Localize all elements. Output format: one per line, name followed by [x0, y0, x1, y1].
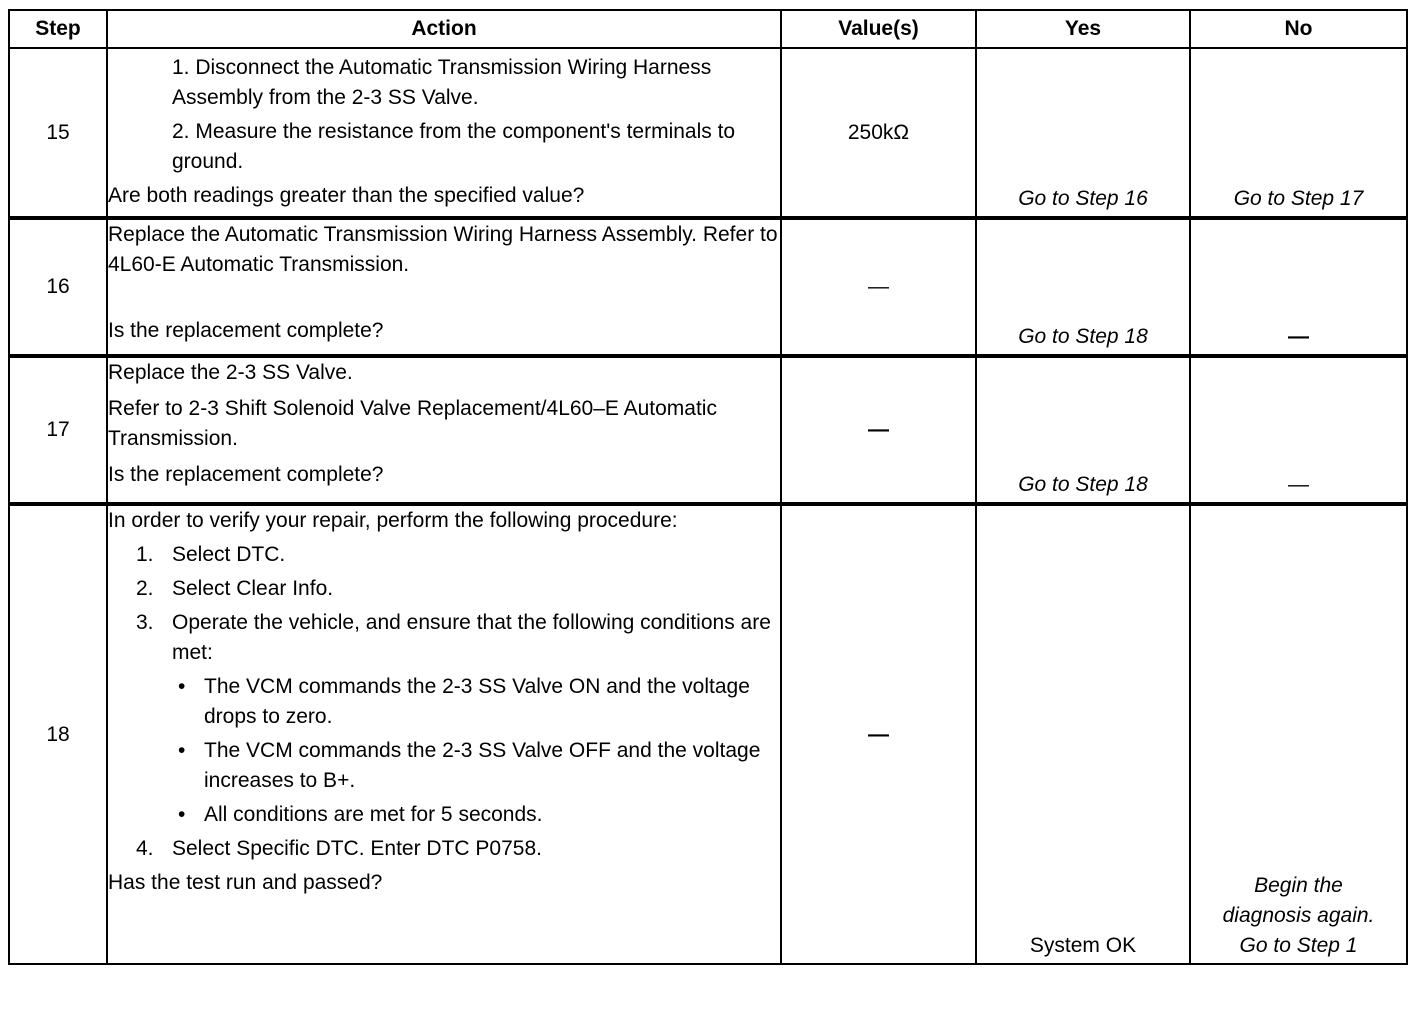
no-answer-line: Go to Step 1 — [1239, 934, 1358, 957]
no-answer-line: diagnosis again. — [1222, 904, 1375, 927]
yes-cell — [976, 504, 1190, 964]
table-row-step-17 — [9, 356, 1407, 504]
action-item-text: Select Specific DTC. Enter DTC P0758. — [172, 837, 542, 860]
action-question: Is the replacement complete? — [108, 319, 384, 342]
yes-cell — [976, 356, 1190, 504]
action-item: 2. Measure the resistance from the component's terminals to ground. — [172, 120, 736, 173]
action-item-text: Select Clear Info. — [172, 577, 334, 600]
header-action: Action — [107, 10, 781, 48]
action-item: 1. Disconnect the Automatic Transmission Wiring Harness Assembly from the 2-3 SS Valve. — [172, 56, 712, 109]
header-values: Value(s) — [781, 10, 976, 48]
bullet-text: All conditions are met for 5 seconds. — [204, 803, 543, 826]
bullet-item — [108, 736, 780, 796]
bullet-icon: • — [178, 675, 186, 698]
yes-answer: Go to Step 18 — [1018, 473, 1148, 496]
no-cell — [1190, 356, 1407, 504]
value-cell: 250kΩ — [781, 48, 976, 218]
action-text: Replace the 2-3 SS Valve. — [108, 361, 353, 384]
table-row-step-16 — [9, 218, 1407, 356]
action-text: Replace the Automatic Transmission Wiring Harness Assembly. Refer to 4L60-E Automatic Transmission. — [108, 223, 778, 276]
no-cell — [1190, 48, 1407, 218]
action-text: Refer to 2-3 Shift Solenoid Valve Replacement/4L60–E Automatic Transmission. — [108, 397, 717, 450]
header-row — [9, 10, 1407, 48]
header-yes: Yes — [976, 10, 1190, 48]
step-number: 15 — [9, 48, 107, 218]
bullet-icon: • — [178, 803, 186, 826]
value-cell: — — [781, 218, 976, 356]
action-item: 4. Select Specific DTC. Enter DTC P0758. — [136, 837, 542, 860]
no-cell — [1190, 218, 1407, 356]
action-item-text: Select DTC. — [172, 543, 286, 566]
action-cell — [107, 48, 781, 218]
header-step: Step — [9, 10, 107, 48]
yes-answer: Go to Step 16 — [1018, 187, 1148, 210]
action-item: 3. Operate the vehicle, and ensure that the following conditions are met: — [136, 611, 771, 664]
action-item: 2. Select Clear Info. — [136, 577, 334, 600]
yes-cell — [976, 48, 1190, 218]
action-intro: In order to verify your repair, perform the following procedure: — [108, 509, 678, 532]
no-answer-line: Begin the — [1254, 874, 1343, 897]
no-answer: Go to Step 17 — [1233, 187, 1364, 210]
action-cell — [107, 356, 781, 504]
yes-cell — [976, 218, 1190, 356]
action-item-text: Operate the vehicle, and ensure that the following conditions are met: — [172, 611, 771, 664]
action-question: Has the test run and passed? — [108, 871, 383, 894]
bullet-text: The VCM commands the 2-3 SS Valve ON and the voltage drops to zero. — [204, 675, 750, 728]
step-number: 16 — [9, 218, 107, 356]
bullet-icon: • — [178, 739, 186, 762]
no-cell — [1190, 504, 1407, 964]
action-question: Is the replacement complete? — [108, 463, 384, 486]
diagnostic-table — [8, 9, 1408, 965]
bullet-item — [108, 800, 780, 830]
table-row-step-15 — [9, 48, 1407, 218]
value-cell: — — [781, 504, 976, 964]
bullet-text: The VCM commands the 2-3 SS Valve OFF and the voltage increases to B+. — [204, 739, 761, 792]
action-question: Are both readings greater than the specified value? — [108, 184, 585, 207]
value-cell: — — [781, 356, 976, 504]
yes-answer: Go to Step 18 — [1018, 325, 1148, 348]
bullet-item — [108, 672, 780, 732]
step-number: 17 — [9, 356, 107, 504]
no-answer: — — [1288, 325, 1309, 348]
step-number: 18 — [9, 504, 107, 964]
action-item: 1. Select DTC. — [136, 543, 286, 566]
yes-answer: System OK — [1029, 934, 1137, 957]
action-cell — [107, 218, 781, 356]
header-no: No — [1190, 10, 1407, 48]
action-cell — [107, 504, 781, 964]
no-answer: — — [1288, 473, 1309, 496]
table-row-step-18 — [9, 504, 1407, 964]
